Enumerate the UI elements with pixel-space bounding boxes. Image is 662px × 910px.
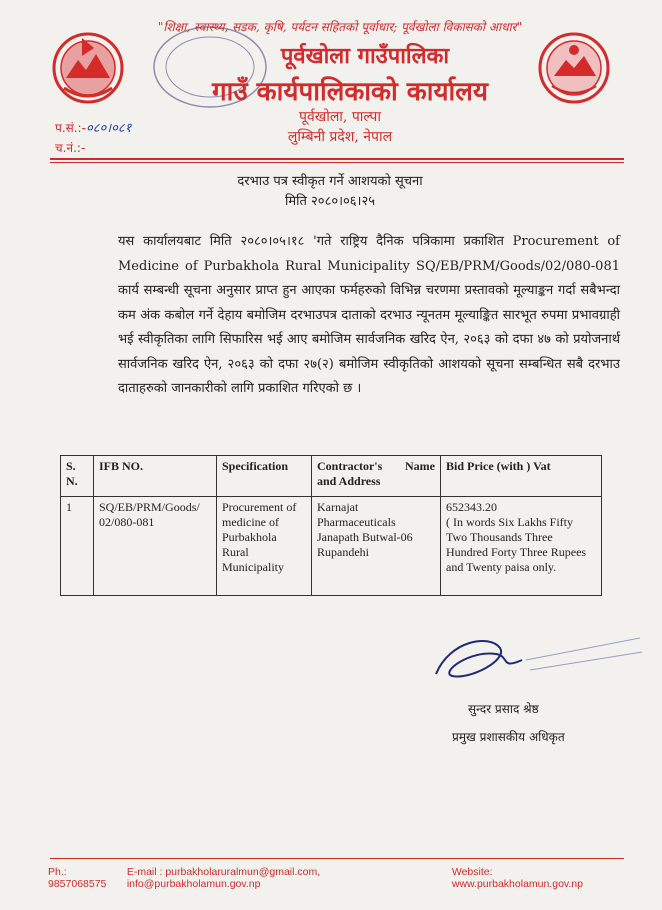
reference-label: प.सं.:-	[55, 121, 86, 135]
bid-table	[60, 455, 602, 596]
footer-phone: Ph.: 9857068575	[48, 866, 107, 890]
header-divider-thin	[50, 162, 624, 163]
motto: "शिक्षा, स्वास्थ्य, सडक, कृषि, पर्यटन सहितको पूर्वाधार; पूर्वखोला विकासको आधार"	[157, 20, 523, 34]
notice-date: मिति २०८०।०६।२५	[285, 194, 375, 209]
reference-value: ०८०।०८१	[85, 121, 132, 136]
signature-icon	[430, 630, 650, 690]
table-row	[61, 497, 602, 596]
bid-price-words: ( In words Six Lakhs Fifty Two Thousands Three Hundred Forty Three Rupees and Twenty paisa only.	[446, 515, 587, 574]
cell-specification: Procurement of medicine of Purbakhola Rural Municipality	[217, 497, 312, 596]
dispatch-number	[55, 139, 85, 156]
reference-number	[55, 118, 131, 136]
address-line-2: लुम्बिनी प्रदेश, नेपाल	[287, 129, 393, 145]
header-specification: Specification	[217, 456, 312, 497]
footer-email: E-mail : purbakholaruralmun@gmail.com, info@purbakholamun.gov.np	[126, 866, 321, 890]
header-contractor-a: Contractor's	[317, 459, 383, 473]
cell-bid-price	[441, 497, 602, 596]
header-contractor-b: Name	[405, 459, 435, 473]
dispatch-label: च.नं.:-	[55, 141, 86, 155]
municipality-name: पूर्वखोला गाउँपालिका	[280, 43, 450, 69]
notice-heading	[150, 172, 510, 212]
footer-divider	[50, 858, 624, 859]
header-sn: S. N.	[61, 456, 94, 497]
header-ifb: IFB NO.	[94, 456, 217, 497]
footer	[48, 866, 624, 890]
address-line-1: पूर्वखोला, पाल्पा	[299, 109, 381, 125]
nepal-emblem-icon	[50, 26, 126, 110]
cell-sn: 1	[61, 497, 94, 596]
cell-ifb: SQ/EB/PRM/Goods/ 02/080-081	[94, 497, 217, 596]
header-contractor-c: and Address	[317, 474, 381, 488]
notice-body: यस कार्यालयबाट मिति २०८०।०५।१८ 'गते राष्ट्रिय दैनिक पत्रिकामा प्रकाशित Procurement of Medicine of Purbakhola Rural Municipality SQ/EB/PRM/Goods/02/080-081 कार्य सम्बन्धी सूचना अनुसार प्राप्त हुन आएका फर्महरुको विभिन्न चरणमा प्रस्तावको मूल्याङ्कन गर्दा सबैभन्दा कम अंक कबोल गर्ने देहाय बमोजिम दरभाउपत्र दाताको दरभाउ न्यूनतम मूल्याङ्कित सारभूत रुपमा प्रभावग्राही भई स्वीकृतिका लागि सिफारिस भई आए बमोजिम सार्वजनिक खरिद ऐन, २०६३ को दफा ४७ को प्रयोजनार्थ सार्वजनिक खरिद ऐन, २०६३ को दफा २७(२) बमोजिम स्वीकृतिको आशयको सूचना सम्बन्धित सबै दरभाउ दाताहरुको जानकारीको लागि प्रकाशित गरिएको छ ।	[118, 234, 620, 396]
signatory-title: प्रमुख प्रशासकीय अधिकृत	[452, 730, 565, 744]
footer-website: Website: www.purbakholamun.gov.np	[451, 866, 583, 890]
signatory-name: सुन्दर प्रसाद श्रेष्ठ	[468, 702, 539, 716]
cell-contractor: Karnajat Pharmaceuticals Janapath Butwal-06 Rupandehi	[312, 497, 441, 596]
table-header-row	[61, 456, 602, 497]
header-divider	[50, 158, 624, 160]
bid-price-amount: 652343.20	[446, 500, 497, 514]
office-name: गाउँ कार्यपालिकाको कार्यालय	[212, 77, 488, 107]
header-bid-price: Bid Price (with ) Vat	[441, 456, 602, 497]
notice-title: दरभाउ पत्र स्वीकृत गर्ने आशयको सूचना	[237, 174, 423, 189]
header-contractor	[312, 456, 441, 497]
